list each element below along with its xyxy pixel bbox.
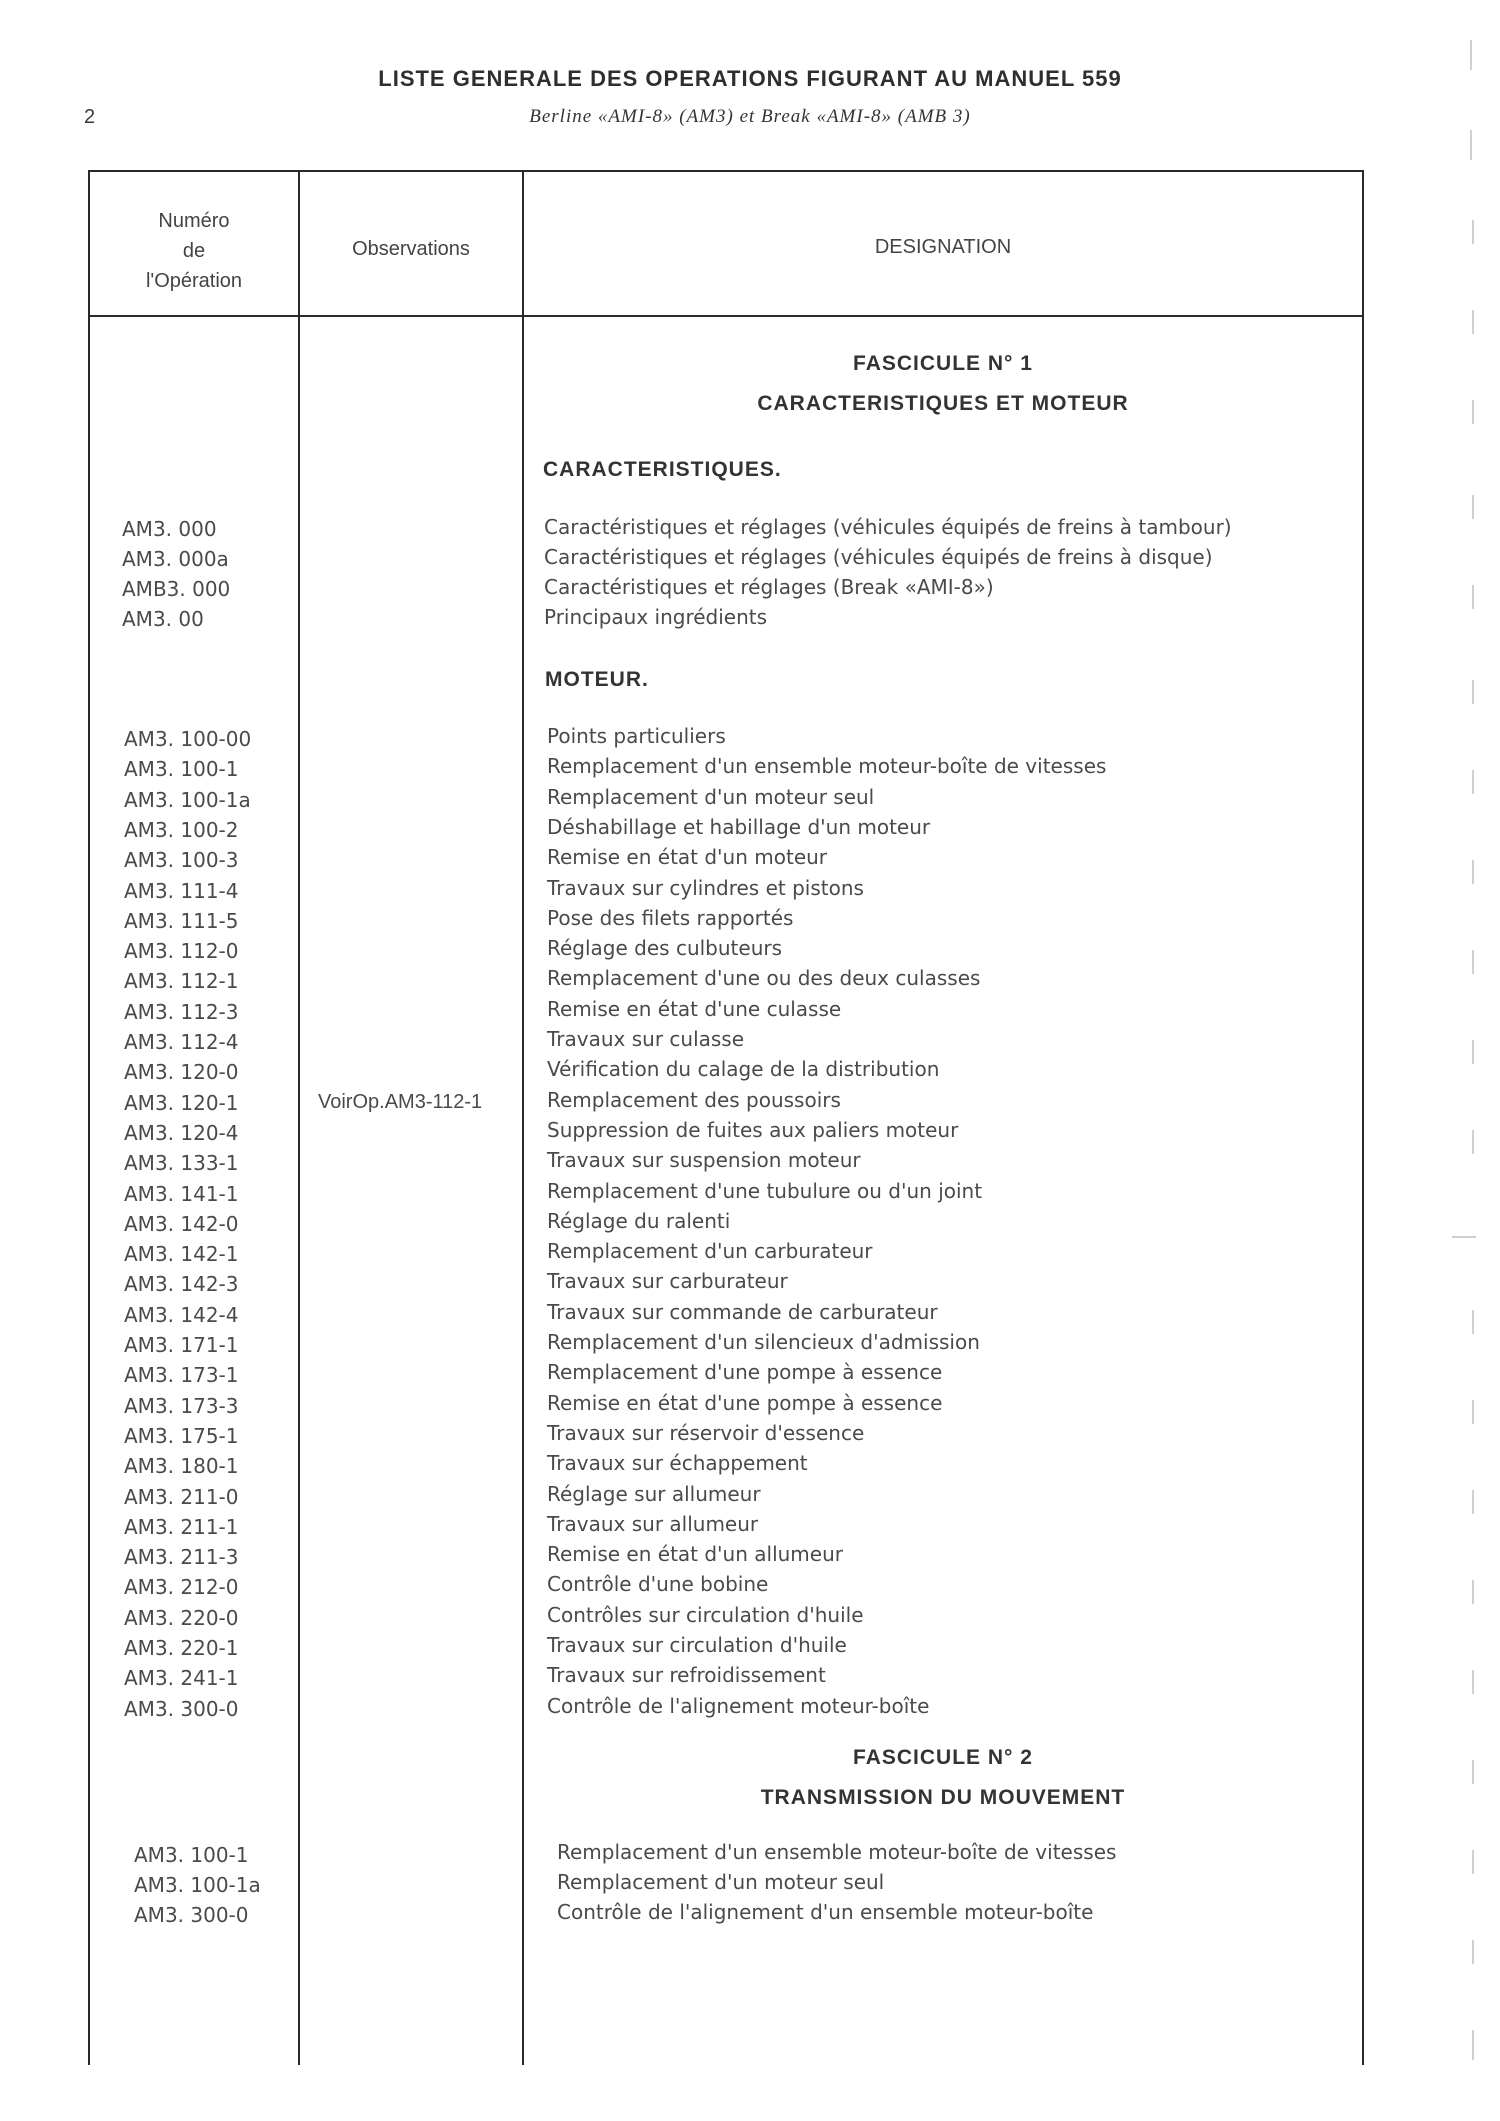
table-row-designation: Travaux sur carburateur	[547, 1269, 788, 1294]
table-row-designation: Caractéristiques et réglages (véhicules équipés de freins à tambour)	[544, 515, 1232, 539]
table-row-designation: Travaux sur échappement	[547, 1451, 808, 1476]
fascicule-1-subtitle: CARACTERISTIQUES ET MOTEUR	[757, 392, 1129, 415]
table-row-code: AM3. 100-1a	[124, 787, 251, 812]
table-row-code: AM3. 120-1	[124, 1090, 239, 1115]
table-row-code: AM3. 142-1	[124, 1242, 239, 1267]
table-row-designation: Réglage des culbuteurs	[547, 936, 783, 961]
table-row-designation: Travaux sur refroidissement	[547, 1663, 826, 1688]
table-row-code: AM3. 211-0	[124, 1484, 239, 1509]
edge-mark	[1470, 130, 1472, 160]
edge-mark	[1472, 310, 1474, 334]
table-row-code: AM3. 112-1	[124, 969, 239, 994]
edge-mark	[1472, 1940, 1474, 1964]
edge-mark	[1472, 860, 1474, 884]
table-row-code: AM3. 00	[122, 607, 204, 631]
table-row-code: AM3. 100-1a	[134, 1873, 261, 1897]
edge-mark	[1472, 1130, 1474, 1154]
fascicule-1-title: FASCICULE N° 1	[853, 352, 1033, 375]
table-row-code: AM3. 211-1	[124, 1514, 239, 1539]
table-row-designation: Caractéristiques et réglages (véhicules équipés de freins à disque)	[544, 545, 1213, 569]
table-row-code: AM3. 212-0	[124, 1575, 239, 1600]
table-row-designation: Remplacement d'une ou des deux culasses	[547, 966, 981, 991]
table-header-divider	[88, 315, 1364, 317]
table-row-designation: Remplacement d'une pompe à essence	[547, 1360, 943, 1385]
table-row-code: AM3. 111-5	[124, 908, 239, 933]
table-row-code: AM3. 180-1	[124, 1454, 239, 1479]
caracteristiques-heading: CARACTERISTIQUES.	[543, 458, 782, 481]
table-row-designation: Remplacement des poussoirs	[547, 1087, 841, 1112]
table-row-designation: Remplacement d'un moteur seul	[547, 784, 875, 809]
header-numero-line2: de	[182, 240, 206, 262]
table-row-code: AM3. 120-0	[124, 1060, 239, 1085]
edge-mark	[1472, 1850, 1474, 1874]
table-row-code: AM3. 173-1	[124, 1363, 239, 1388]
table-row-designation: Contrôle de l'alignement moteur-boîte	[547, 1693, 930, 1718]
table-row-designation: Réglage du ralenti	[547, 1208, 731, 1233]
table-row-code: AM3. 120-4	[124, 1120, 239, 1145]
table-row-designation: Travaux sur allumeur	[547, 1511, 759, 1536]
edge-mark	[1472, 1760, 1474, 1784]
table-row-code: AM3. 211-3	[124, 1545, 239, 1570]
table-row-code: AM3. 100-00	[124, 727, 252, 751]
edge-mark	[1470, 40, 1472, 70]
table-row-code: AM3. 300-0	[124, 1696, 239, 1721]
table-row-code: AMB3. 000	[122, 577, 231, 601]
table-row-designation: Remplacement d'un ensemble moteur-boîte de vitesses	[557, 1840, 1117, 1864]
table-row-designation: Points particuliers	[547, 724, 726, 748]
table-row-designation: Contrôles sur circulation d'huile	[547, 1602, 864, 1627]
table-row-designation: Déshabillage et habillage d'un moteur	[547, 814, 931, 839]
header-numero-line3: l'Opération	[145, 270, 243, 292]
table-row-code: AM3. 100-3	[124, 848, 239, 873]
table-row-code: AM3. 171-1	[124, 1333, 239, 1357]
page-number: 2	[84, 106, 96, 128]
table-row-code: AM3. 100-1	[124, 757, 239, 782]
fascicule-2-title: FASCICULE N° 2	[853, 1746, 1033, 1769]
table-row-code: AM3. 112-0	[124, 939, 239, 964]
edge-mark	[1472, 1580, 1474, 1604]
edge-mark	[1472, 220, 1474, 244]
table-row-designation: Remise en état d'une pompe à essence	[547, 1390, 943, 1415]
table-col-divider-2	[522, 170, 524, 2065]
header-designation: DESIGNATION	[874, 236, 1012, 258]
table-row-code: AM3. 220-1	[124, 1636, 239, 1660]
table-top-border	[88, 170, 1364, 172]
table-row-code: AM3. 133-1	[124, 1151, 239, 1176]
table-row-code: AM3. 241-1	[124, 1666, 239, 1691]
table-row-code: AM3. 000a	[122, 547, 229, 571]
page-title: LISTE GENERALE DES OPERATIONS FIGURANT AU MANUEL 559	[378, 66, 1122, 91]
table-row-code: AM3. 112-4	[124, 1030, 239, 1054]
table-row-code: AM3. 142-4	[124, 1302, 239, 1327]
edge-mark	[1472, 770, 1474, 794]
edge-mark	[1472, 1040, 1474, 1064]
table-right-border	[1362, 170, 1364, 2065]
table-row-designation: Remplacement d'un moteur seul	[557, 1870, 885, 1894]
header-observations: Observations	[352, 238, 470, 260]
table-row-code: AM3. 111-4	[124, 878, 239, 903]
table-row-code: AM3. 000	[122, 517, 217, 541]
edge-tick	[1452, 1236, 1476, 1238]
edge-mark	[1472, 1400, 1474, 1424]
edge-mark	[1472, 1670, 1474, 1694]
table-row-code: AM3. 100-2	[124, 817, 239, 842]
table-row-designation: Remplacement d'une tubulure ou d'un joint	[547, 1178, 983, 1203]
edge-mark	[1472, 400, 1474, 424]
table-row-code: AM3. 142-3	[124, 1272, 239, 1297]
table-row-code: AM3. 112-3	[124, 999, 239, 1024]
edge-mark	[1472, 1310, 1474, 1334]
table-row-designation: Travaux sur culasse	[547, 1027, 745, 1051]
table-row-designation: Travaux sur suspension moteur	[547, 1148, 861, 1173]
table-row-designation: Travaux sur cylindres et pistons	[547, 875, 864, 900]
table-row-code: AM3. 300-0	[134, 1903, 249, 1927]
table-row-designation: Remplacement d'un ensemble moteur-boîte de vitesses	[547, 754, 1107, 779]
header-numero	[90, 206, 298, 296]
moteur-heading: MOTEUR.	[545, 668, 649, 691]
table-row-designation: Caractéristiques et réglages (Break «AMI-8»)	[544, 575, 994, 599]
table-row-designation: Contrôle de l'alignement d'un ensemble moteur-boîte	[557, 1900, 1094, 1924]
table-row-designation: Travaux sur réservoir d'essence	[547, 1420, 865, 1445]
table-row-code: AM3. 100-1	[134, 1843, 249, 1867]
table-row-code: AM3. 220-0	[124, 1605, 239, 1630]
table-row-designation: Travaux sur commande de carburateur	[547, 1299, 938, 1324]
edge-mark	[1472, 680, 1474, 704]
edge-mark	[1472, 2030, 1474, 2060]
table-row-designation: Pose des filets rapportés	[547, 905, 794, 930]
edge-mark	[1472, 495, 1474, 519]
table-row-code: AM3. 141-1	[124, 1181, 239, 1206]
fascicule-2-subtitle: TRANSMISSION DU MOUVEMENT	[760, 1786, 1126, 1809]
table-row-designation: Vérification du calage de la distribution	[547, 1057, 940, 1082]
table-row-designation: Remplacement d'un silencieux d'admission	[547, 1330, 980, 1354]
table-row-code: AM3. 142-0	[124, 1211, 239, 1236]
table-row-designation: Remise en état d'une culasse	[547, 996, 842, 1021]
table-col-divider-1	[298, 170, 300, 2065]
table-row-designation: Remise en état d'un moteur	[547, 845, 828, 870]
table-row-code: AM3. 173-3	[124, 1393, 239, 1418]
table-row-designation: Suppression de fuites aux paliers moteur	[547, 1117, 959, 1142]
table-row-designation: Contrôle d'une bobine	[547, 1572, 769, 1597]
table-left-border	[88, 170, 90, 2065]
table-row-designation: Remise en état d'un allumeur	[547, 1542, 843, 1567]
observation-note: VoirOp.AM3-112-1	[318, 1091, 483, 1113]
edge-mark	[1472, 585, 1474, 609]
edge-mark	[1472, 950, 1474, 974]
page-subtitle: Berline «AMI-8» (AM3) et Break «AMI-8» (AMB 3)	[529, 106, 971, 127]
table-row-designation: Principaux ingrédients	[544, 605, 768, 629]
table-row-designation: Remplacement d'un carburateur	[547, 1239, 873, 1264]
table-row-designation: Réglage sur allumeur	[547, 1481, 761, 1506]
table-row-code: AM3. 175-1	[124, 1423, 239, 1448]
table-row-designation: Travaux sur circulation d'huile	[547, 1633, 847, 1657]
edge-mark	[1472, 1490, 1474, 1514]
header-numero-line1: Numéro	[158, 210, 230, 232]
